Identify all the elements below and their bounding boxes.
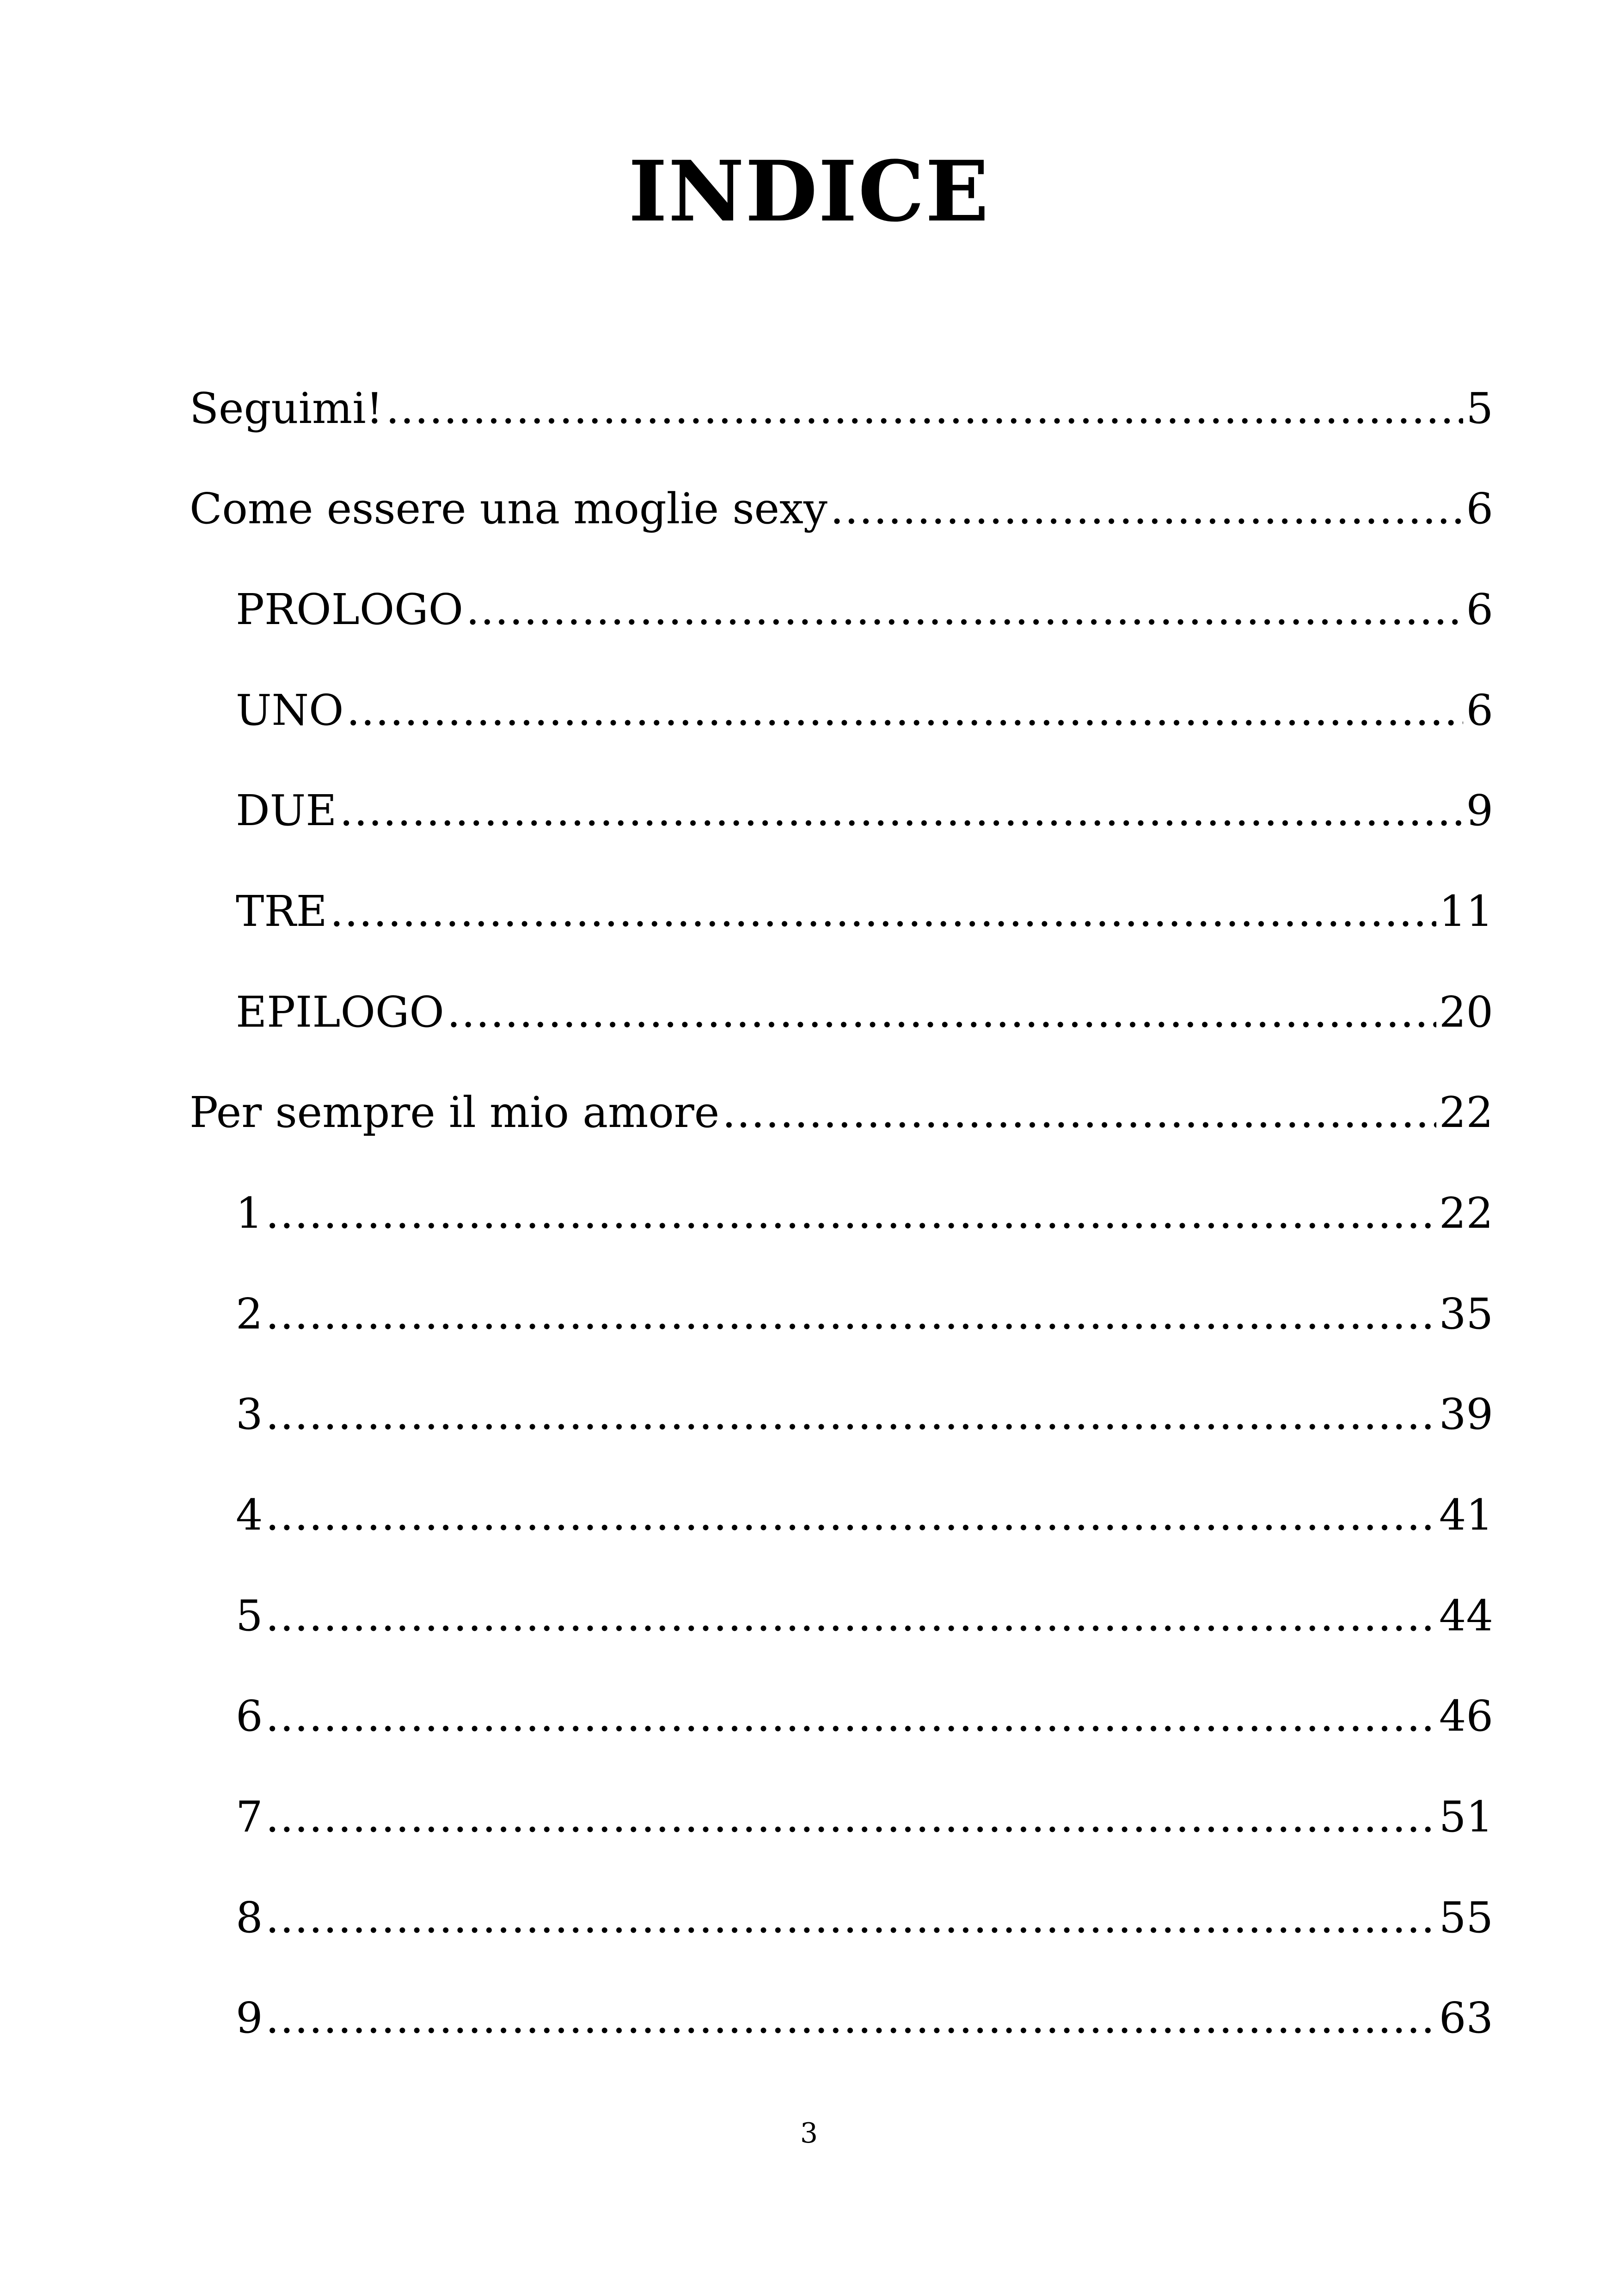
toc-entry-label: 5 bbox=[236, 1591, 263, 1641]
toc-entry-page: 5 bbox=[1466, 384, 1493, 433]
toc-entry-page: 46 bbox=[1439, 1691, 1493, 1741]
toc-dot-leader bbox=[830, 488, 1464, 530]
toc-entry-label: TRE bbox=[236, 887, 327, 936]
toc-entry[interactable] bbox=[236, 1774, 1493, 1842]
toc-dot-leader bbox=[266, 1997, 1436, 2039]
toc-entry-page: 9 bbox=[1466, 786, 1493, 835]
toc-dot-leader bbox=[266, 1494, 1436, 1537]
toc-entry-label: EPILOGO bbox=[236, 987, 444, 1037]
toc-entry[interactable] bbox=[236, 969, 1493, 1037]
toc-entry-label: Per sempre il mio amore bbox=[190, 1088, 720, 1137]
toc-entry-page: 6 bbox=[1466, 484, 1493, 533]
toc-entry-label: 9 bbox=[236, 1993, 263, 2043]
toc-dot-leader bbox=[266, 1796, 1436, 1838]
toc-entry-label: 4 bbox=[236, 1490, 263, 1540]
toc-entry[interactable] bbox=[236, 1271, 1493, 1339]
toc-entry-label: 8 bbox=[236, 1893, 263, 1942]
toc-entry[interactable] bbox=[236, 667, 1493, 735]
toc-dot-leader bbox=[339, 790, 1463, 832]
toc-entry[interactable] bbox=[190, 1069, 1493, 1137]
toc-entry-page: 35 bbox=[1439, 1289, 1493, 1339]
toc-entry-label: 1 bbox=[236, 1188, 263, 1238]
toc-entry-page: 6 bbox=[1466, 686, 1493, 735]
toc-dot-leader bbox=[266, 1293, 1436, 1335]
toc-entry[interactable] bbox=[236, 868, 1493, 936]
toc-entry-page: 55 bbox=[1439, 1893, 1493, 1942]
toc-entry[interactable] bbox=[236, 1170, 1493, 1238]
toc-entry-page: 44 bbox=[1439, 1591, 1493, 1641]
toc-dot-leader bbox=[266, 1192, 1436, 1235]
toc-dot-leader bbox=[346, 689, 1463, 732]
toc-entry-label: PROLOGO bbox=[236, 585, 464, 634]
toc-entry-label: 2 bbox=[236, 1289, 263, 1339]
toc-entry[interactable] bbox=[236, 1673, 1493, 1741]
toc-entry[interactable] bbox=[236, 1573, 1493, 1641]
toc-entry[interactable] bbox=[190, 465, 1493, 533]
toc-entry[interactable] bbox=[236, 1975, 1493, 2043]
toc-entry-label: 6 bbox=[236, 1691, 263, 1741]
toc-entry-label: Seguimi! bbox=[190, 384, 383, 433]
toc-entry-page: 41 bbox=[1439, 1490, 1493, 1540]
toc-dot-leader bbox=[330, 890, 1436, 933]
toc-entry-page: 39 bbox=[1439, 1390, 1493, 1439]
toc-entry-page: 22 bbox=[1439, 1188, 1493, 1238]
toc-dot-leader bbox=[447, 991, 1436, 1034]
toc-entry-page: 11 bbox=[1439, 887, 1493, 936]
toc-dot-leader bbox=[266, 1595, 1436, 1637]
page-number: 3 bbox=[800, 2117, 818, 2149]
page-title: INDICE bbox=[628, 143, 990, 240]
toc-entry[interactable] bbox=[236, 1472, 1493, 1540]
toc-dot-leader bbox=[466, 588, 1463, 631]
toc-entry[interactable] bbox=[236, 1371, 1493, 1439]
toc-dot-leader bbox=[266, 1695, 1436, 1738]
toc-entry-label: 3 bbox=[236, 1390, 263, 1439]
toc-entry-label: Come essere una moglie sexy bbox=[190, 484, 827, 533]
toc-entry-label: UNO bbox=[236, 686, 344, 735]
toc-dot-leader bbox=[722, 1091, 1436, 1134]
toc-dot-leader bbox=[266, 1897, 1436, 1939]
toc-entry[interactable] bbox=[236, 767, 1493, 835]
toc-entry[interactable] bbox=[236, 566, 1493, 634]
toc-entry-page: 20 bbox=[1439, 987, 1493, 1037]
toc-entry[interactable] bbox=[236, 1874, 1493, 1942]
toc-entry-label: DUE bbox=[236, 786, 337, 835]
toc-entry-page: 22 bbox=[1439, 1088, 1493, 1137]
toc-entry-page: 51 bbox=[1439, 1792, 1493, 1842]
toc-entry-label: 7 bbox=[236, 1792, 263, 1842]
toc-dot-leader bbox=[266, 1393, 1436, 1436]
toc-entry-page: 63 bbox=[1439, 1993, 1493, 2043]
toc-dot-leader bbox=[386, 387, 1464, 430]
toc-entry[interactable] bbox=[190, 365, 1493, 433]
toc-entry-page: 6 bbox=[1466, 585, 1493, 634]
